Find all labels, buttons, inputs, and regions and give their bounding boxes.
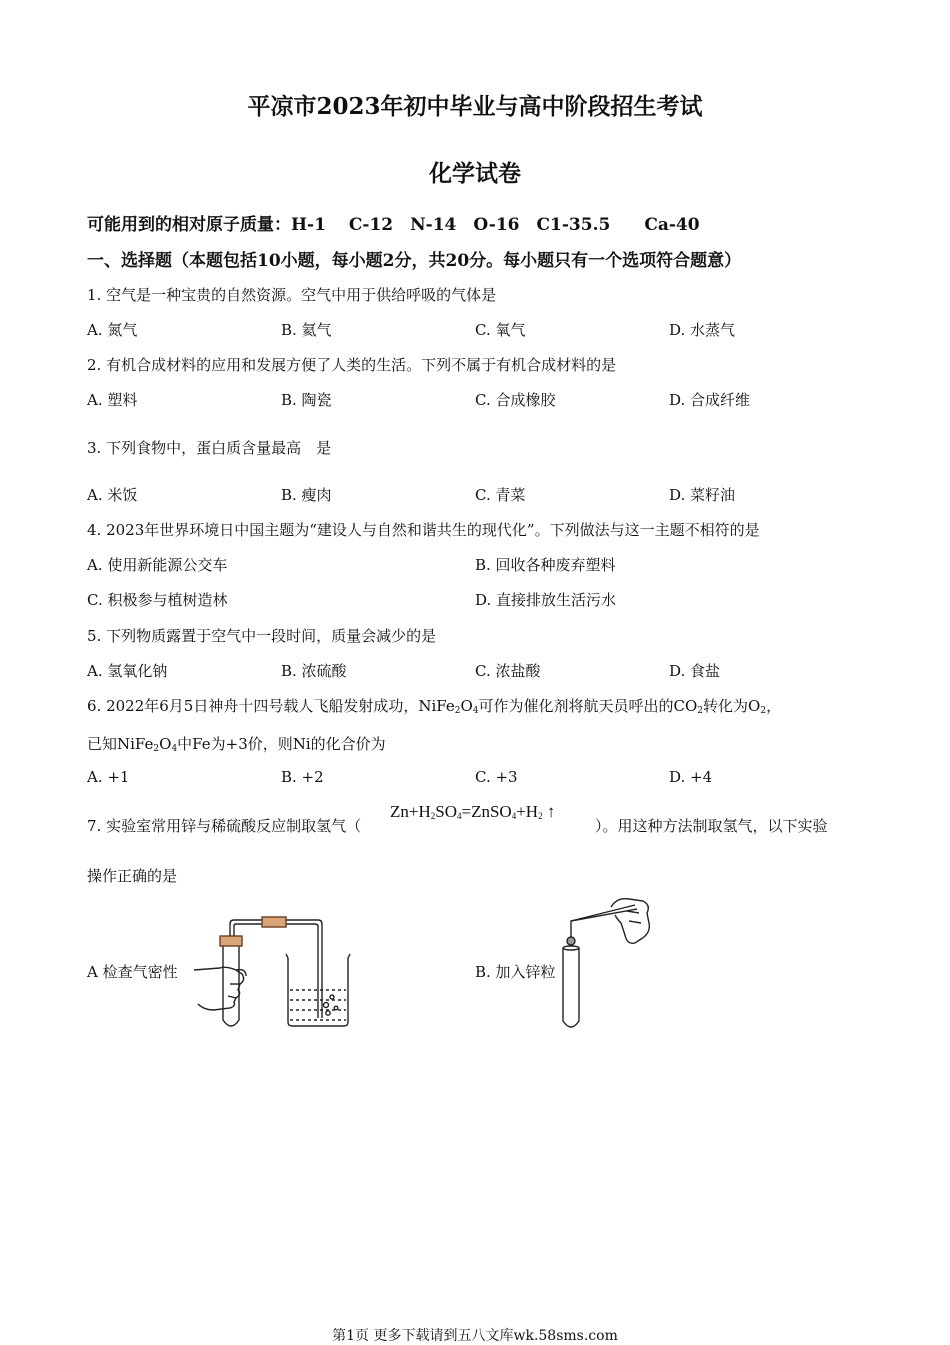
q7-stem-post: ）。用这种方法制取氢气，以下实验: [595, 817, 828, 835]
q7-stem-pre: 7. 实验室常用锌与稀硫酸反应制取氢气（: [87, 817, 362, 835]
q7-equation: $Zn+H_2SO_4=ZnSO_4+H_2$ ↑: [390, 802, 556, 821]
q2-option-c: C. 合成橡胶: [475, 391, 556, 409]
q3-option-a: A. 米饭: [87, 486, 138, 504]
q4-option-b: B. 回收各种废弃塑料: [475, 556, 616, 574]
q3-option-b: B. 瘦肉: [281, 486, 332, 504]
q6-stem: 6. 2022年6月5日神舟十四号载人飞船发射成功，$NiFe_2O_4$可作为催化剂将航天员呼出的$CO_2$转化为$O_2$，: [87, 697, 782, 716]
q4-stem: 4. 2023年世界环境日中国主题为“建设人与自然和谐共生的现代化”。下列做法与这一主题不相符的是: [87, 521, 760, 539]
q1-option-d: D. 水蒸气: [669, 321, 736, 339]
q5-option-a: A. 氢氧化钠: [87, 662, 168, 680]
q6-option-b: B. +2: [281, 768, 324, 786]
q7-option-b: B. 加入锌粒: [475, 963, 556, 981]
q1-stem: 1. 空气是一种宝贵的自然资源。空气中用于供给呼吸的气体是: [87, 286, 497, 304]
q4-option-a: A. 使用新能源公交车: [87, 556, 228, 574]
q5-stem: 5. 下列物质露置于空气中一段时间，质量会减少的是: [87, 627, 437, 645]
q3-stem: 3. 下列食物中，蛋白质含量最高 是: [87, 439, 332, 457]
q2-option-a: A. 塑料: [87, 391, 138, 409]
q4-option-d: D. 直接排放生活污水: [475, 591, 617, 609]
atomic-masses: 可能用到的相对原子质量：H-1 C-12 N-14 O-16 C1-35.5 Ca-40: [87, 215, 700, 235]
q6-option-c: C. +3: [475, 768, 518, 786]
q7-option-a: A 检查气密性: [87, 963, 178, 981]
q1-option-b: B. 氦气: [281, 321, 332, 339]
q2-option-d: D. 合成纤维: [669, 391, 751, 409]
q4-option-c: C. 积极参与植树造林: [87, 591, 228, 609]
q6-option-d: D. +4: [669, 768, 713, 786]
q7-stem-line2: 操作正确的是: [87, 867, 178, 885]
add-zinc-figure: [555, 893, 655, 1033]
page-footer: 第1页 更多下载请到五八文库wk.58sms.com: [332, 1328, 618, 1344]
q3-option-d: D. 菜籽油: [669, 486, 736, 504]
exam-subtitle: 化学试卷: [429, 160, 521, 187]
q6-stem-line2: 已知$NiFe_2O_4$中Fe为+3价，则Ni的化合价为: [87, 735, 386, 754]
q5-option-d: D. 食盐: [669, 662, 721, 680]
q5-option-b: B. 浓硫酸: [281, 662, 347, 680]
q3-option-c: C. 青菜: [475, 486, 526, 504]
exam-title: 平凉市2023年初中毕业与高中阶段招生考试: [247, 93, 703, 120]
section-heading: 一、选择题（本题包括10小题，每小题2分，共20分。每小题只有一个选项符合题意）: [87, 251, 742, 271]
q5-option-c: C. 浓盐酸: [475, 662, 541, 680]
q2-stem: 2. 有机合成材料的应用和发展方便了人类的生活。下列不属于有机合成材料的是: [87, 356, 617, 374]
q2-option-b: B. 陶瓷: [281, 391, 332, 409]
q1-option-c: C. 氧气: [475, 321, 526, 339]
q6-option-a: A. +1: [87, 768, 130, 786]
airtightness-check-figure: [190, 910, 360, 1035]
q1-option-a: A. 氮气: [87, 321, 138, 339]
